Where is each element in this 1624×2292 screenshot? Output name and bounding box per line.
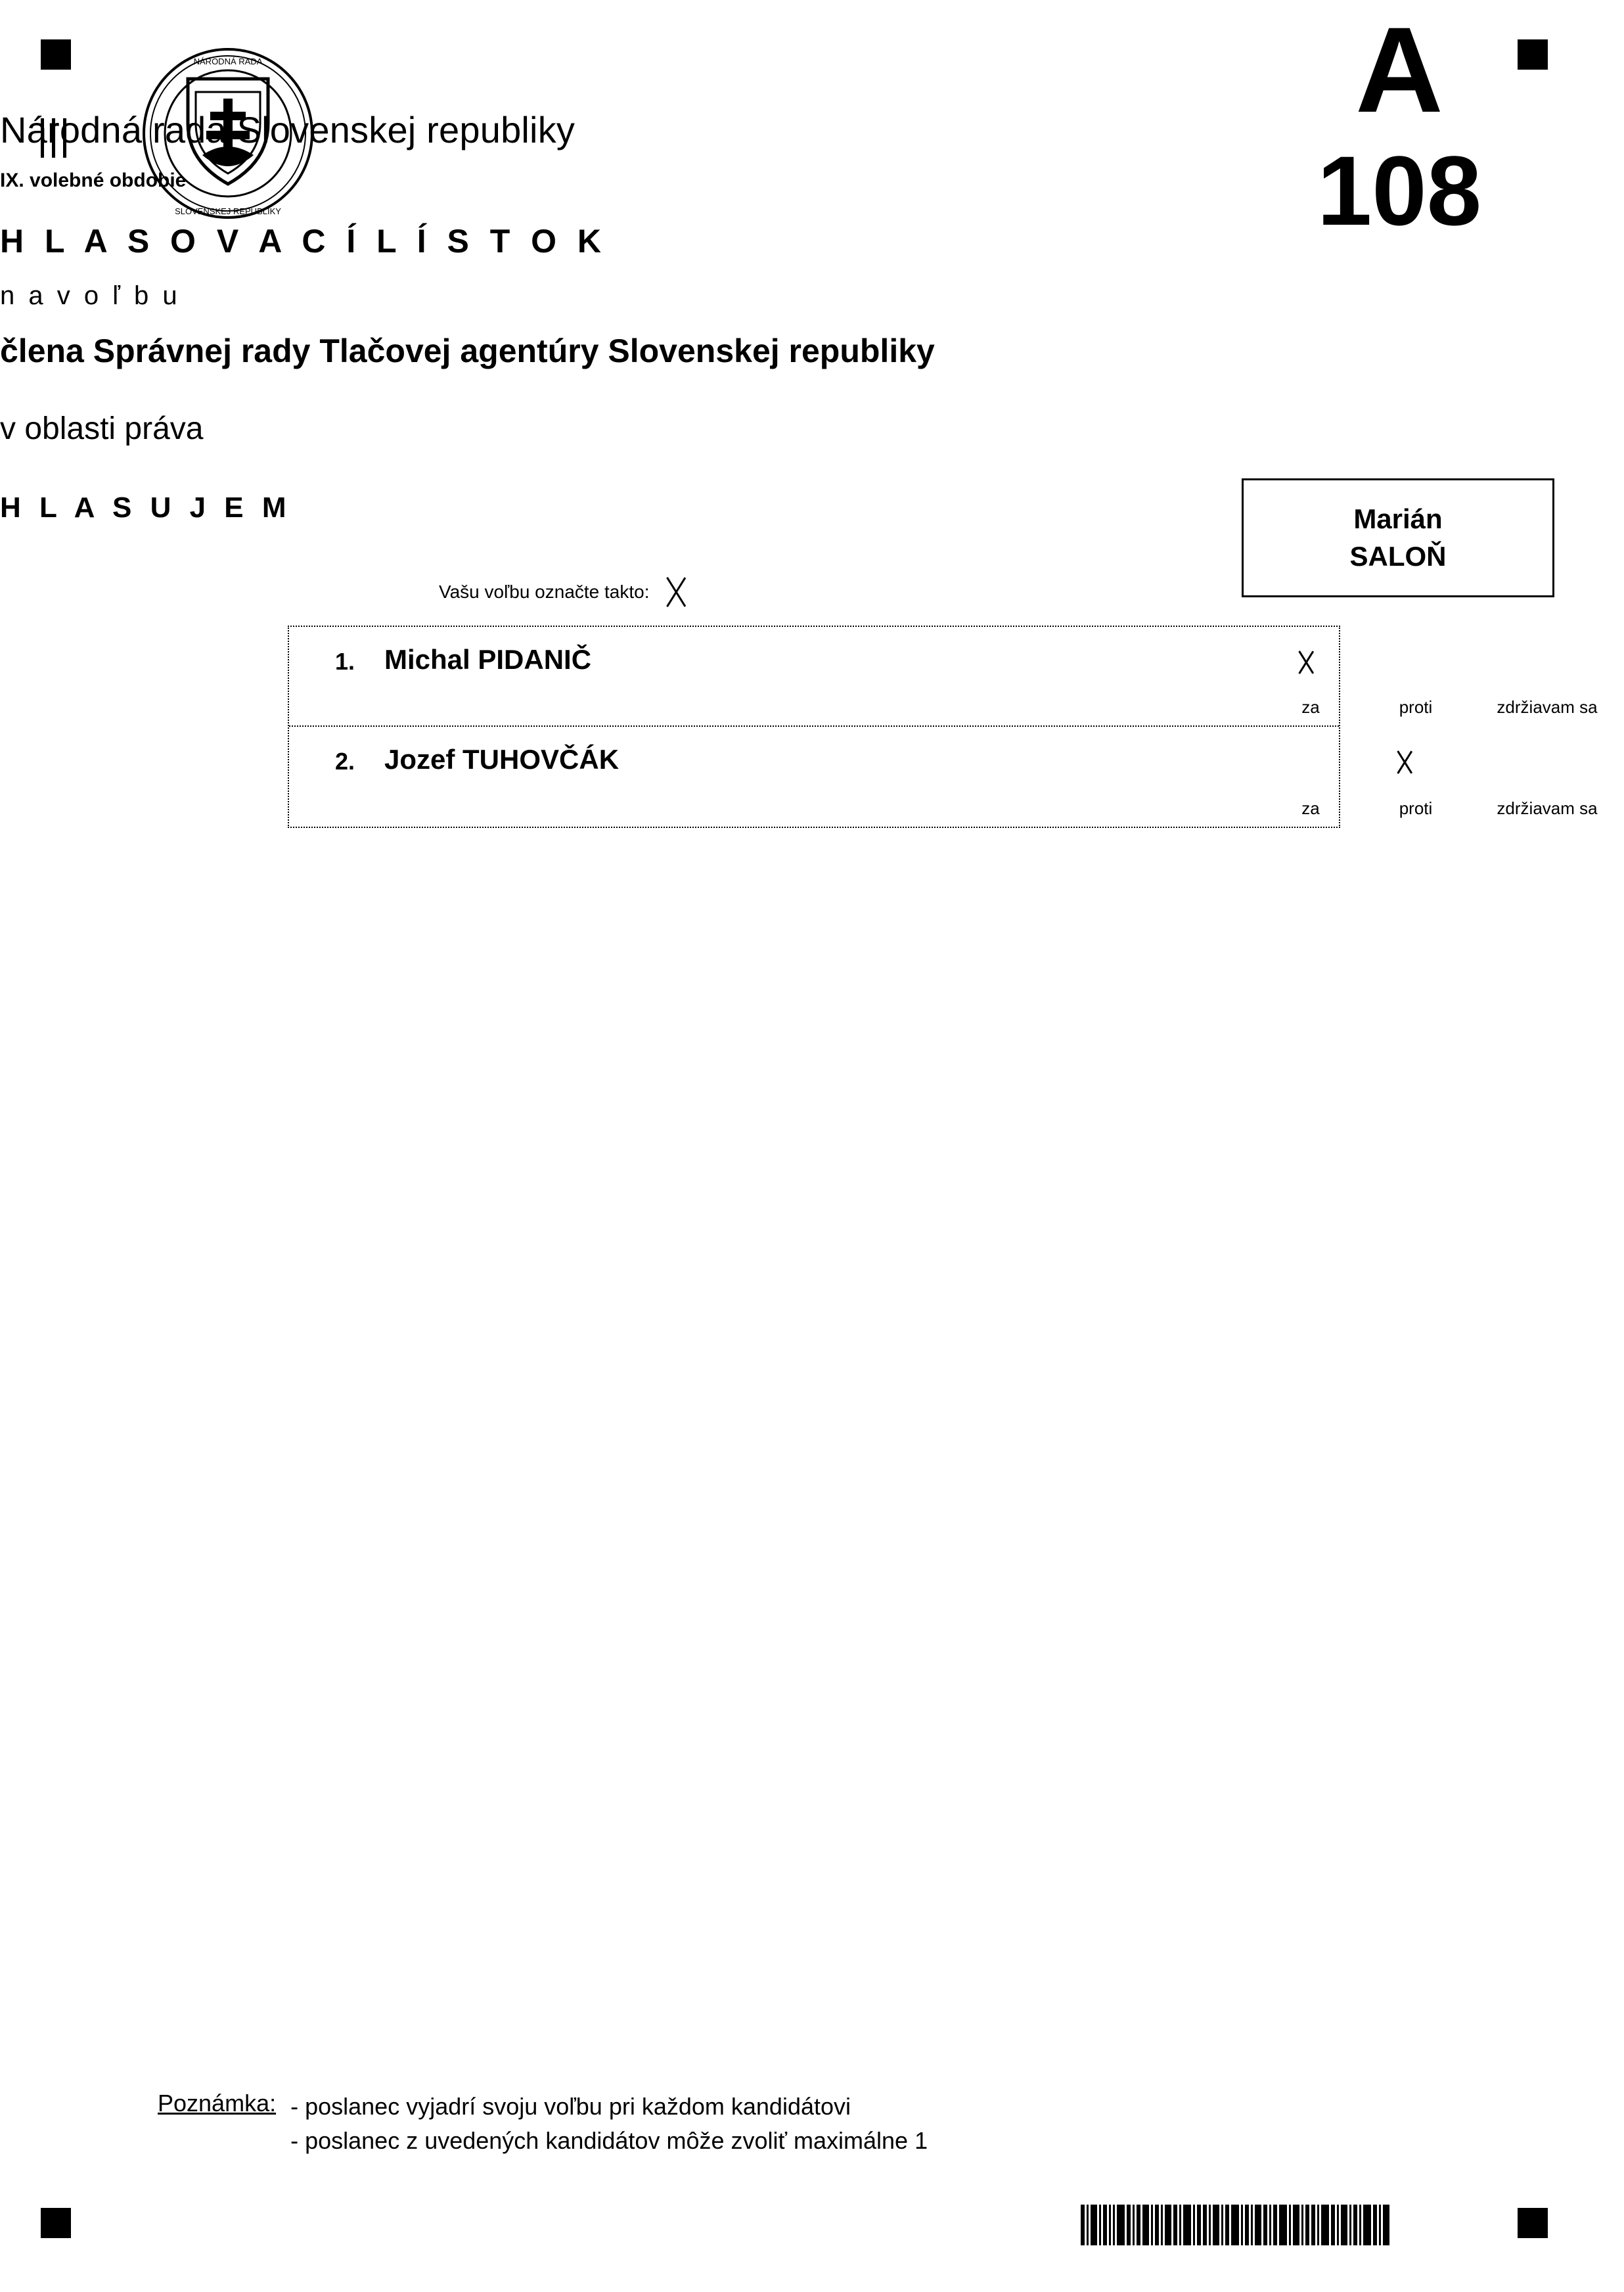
svg-text:SLOVENSKEJ REPUBLIKY: SLOVENSKEJ REPUBLIKY (175, 206, 281, 216)
candidate-index: 2. (335, 748, 355, 775)
candidate-index: 1. (335, 648, 355, 675)
table-row[interactable] (289, 627, 1598, 727)
ballot-number: 108 (1317, 135, 1482, 246)
option-za-candidate-2[interactable]: za (1301, 798, 1320, 818)
fiducial-mark-top-right (1518, 39, 1548, 70)
ballot-subtitle: n a v o ľ b u (0, 281, 181, 310)
barcode (1081, 2205, 1391, 2245)
candidate-name: Jozef TUHOVČÁK (384, 744, 620, 775)
ballot-field: v oblasti práva (0, 411, 204, 446)
vote-heading: H L A S U J E M (0, 492, 292, 524)
vote-mark-proti-candidate-2[interactable] (1391, 749, 1418, 775)
page-title: H L A S O V A C Í L Í S T O K (0, 223, 608, 260)
footnote-line-1: - poslanec vyjadrí svoju voľbu pri každom kandidátovi (290, 2093, 851, 2120)
ballot-position: člena Správnej rady Tlačovej agentúry Slovenskej republiky (0, 332, 935, 369)
option-zdrziavam-candidate-1[interactable]: zdržiavam sa (1497, 697, 1598, 717)
table-row[interactable] (289, 727, 1598, 827)
voter-first-name: Marián (1353, 503, 1443, 534)
option-proti-candidate-2[interactable]: proti (1399, 798, 1433, 818)
voter-last-name: SALOŇ (1349, 540, 1447, 572)
candidate-name: Michal PIDANIČ (384, 644, 592, 675)
footnote-line-2: - poslanec z uvedených kandidátov môže zvoliť maximálne 1 (290, 2127, 928, 2155)
mark-instruction-label: Vašu voľbu označte takto: (439, 582, 650, 602)
institution-title: Národná rada Slovenskej republiky (0, 109, 575, 150)
fiducial-mark-bottom-right (1518, 2208, 1548, 2238)
option-za-candidate-1[interactable]: za (1301, 697, 1320, 717)
svg-text:NÁRODNÁ RADA: NÁRODNÁ RADA (193, 57, 263, 66)
footnote (158, 2090, 928, 2158)
ballot-letter: A (1355, 3, 1443, 138)
voter-name-box (1242, 478, 1554, 597)
candidate-table (288, 626, 1598, 828)
option-proti-candidate-1[interactable]: proti (1399, 697, 1433, 717)
electoral-term: IX. volebné obdobie (0, 170, 187, 191)
mark-instruction (439, 575, 693, 609)
fiducial-mark-bottom-left (41, 2208, 71, 2238)
x-mark-icon (659, 575, 693, 609)
option-zdrziavam-candidate-2[interactable]: zdržiavam sa (1497, 798, 1598, 818)
footnote-lines (290, 2090, 928, 2158)
vote-mark-za-candidate-1[interactable] (1293, 649, 1319, 676)
footnote-label: Poznámka: (158, 2090, 277, 2117)
fiducial-mark-top-left (41, 39, 71, 70)
